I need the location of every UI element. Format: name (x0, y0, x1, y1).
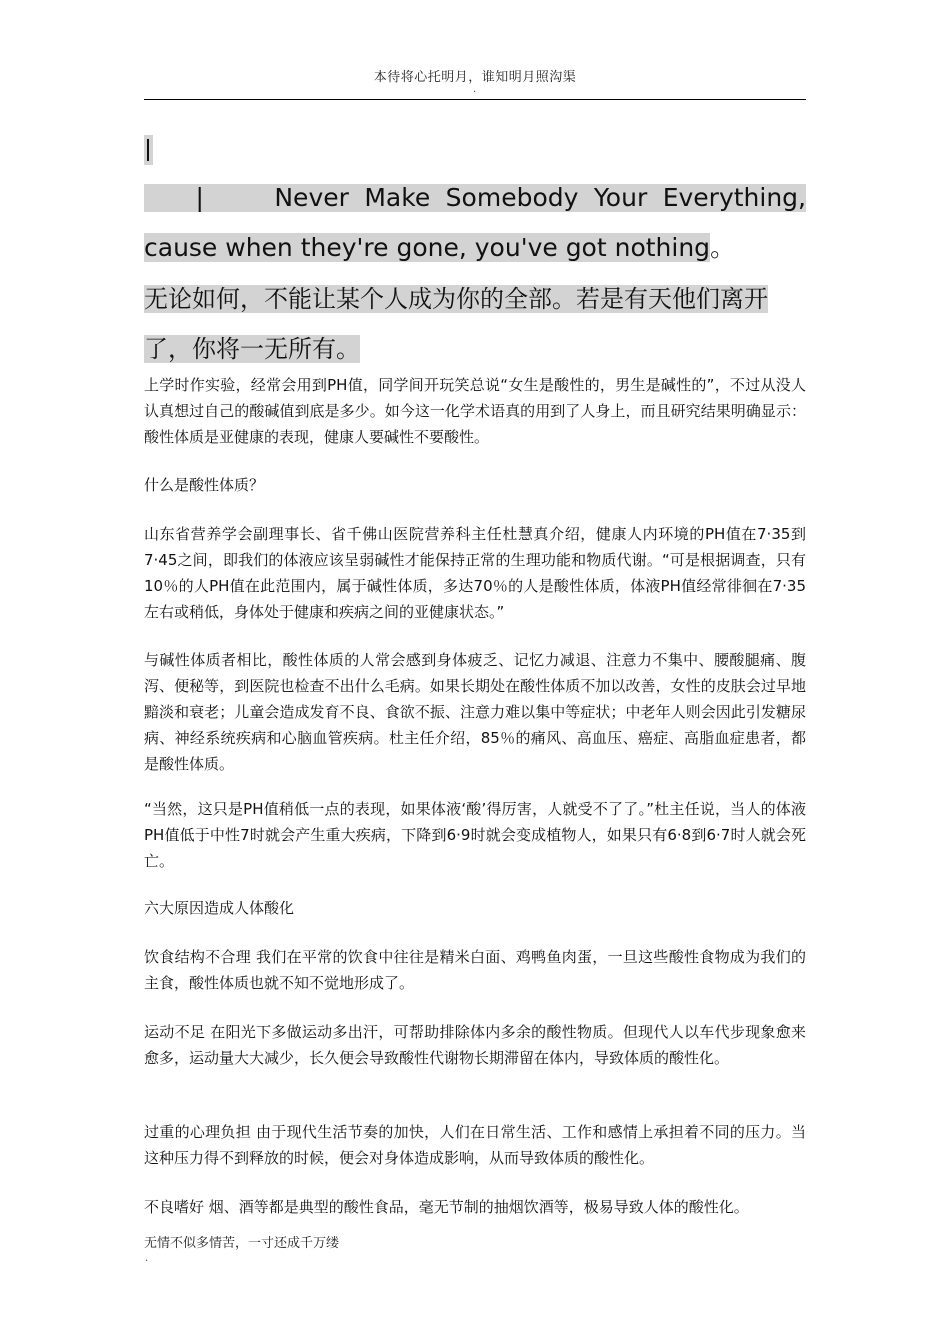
heading-six-causes: 六大原因造成人体酸化 (144, 899, 295, 917)
paragraph-symptoms: 与碱性体质者相比，酸性体质的人常会感到身体疲乏、记忆力减退、注意力不集中、腰酸腿痛、腹泻、便秘等，到医院也检查不出什么毛病。如果长期处在酸性体质不加以改善，女性的皮肤会过早地黯淡和衰老；儿童会造成发育不良、食欲不振、注意力难以集中等症状；中老年人则会因此引发糖尿病、神经系统疾病和心脑血管疾病。杜主任介绍，85％的痛风、高血压、癌症、高脂血症患者，都是酸性体质。 (144, 651, 806, 773)
header-dot: . (473, 84, 477, 95)
quote-en-line1 (144, 184, 806, 212)
quote-word: Never (274, 183, 349, 212)
paragraph-diet: 饮食结构不合理 我们在平常的饮食中往往是精米白面、鸡鸭鱼肉蛋，一旦这些酸性食物成为我们的主食，酸性体质也就不知不觉地形成了。 (144, 948, 806, 992)
footer-dot: . (145, 1253, 149, 1264)
quote-cn-line1: 无论如何，不能让某个人成为你的全部。若是有天他们离开 (144, 285, 768, 313)
quote-cn-line2: 了，你将一无所有。 (144, 335, 360, 363)
paragraph-habits: 不良嗜好 烟、酒等都是典型的酸性食品，毫无节制的抽烟饮酒等，极易导致人体的酸性化。 (144, 1198, 749, 1216)
paragraph-ph-levels: “当然，这只是PH值稍低一点的表现，如果体液‘酸’得厉害，人就受不了了。”杜主任说，当人的体液PH值低于中性7时就会产生重大疾病，下降到6·9时就会变成植物人，如果只有6·8到6·7时人就会死亡。 (144, 800, 806, 870)
quote-en-line2-tail: 。 (710, 233, 736, 262)
quote-word: Make (364, 183, 431, 212)
heading-what-is-acidic: 什么是酸性体质？ (144, 476, 265, 494)
quote-word: Somebody (445, 183, 579, 212)
paragraph-expert: 山东省营养学会副理事长、省千佛山医院营养科主任杜慧真介绍，健康人内环境的PH值在7·35到7·45之间，即我们的体液应该呈弱碱性才能保持正常的生理功能和物质代谢。“可是根据调查，只有10％的人PH值在此范围内，属于碱性体质，多达70％的人是酸性体质，体液PH值经常徘徊在7·35左右或稍低，身体处于健康和疾病之间的亚健康状态。” (144, 525, 806, 621)
quote-en-line2 (144, 234, 806, 262)
header-text: 本待将心托明月，谁知明月照沟渠 (373, 70, 577, 85)
quote-en-line2-text: cause when they're gone, you've got nothing (144, 233, 711, 262)
text-cursor (144, 135, 153, 165)
header-rule (144, 99, 806, 100)
quote-word: Your (593, 183, 648, 212)
quote-pipe: | (195, 183, 204, 212)
footer-text: 无情不似多情苦，一寸还成千万缕 (144, 1236, 340, 1251)
paragraph-stress: 过重的心理负担 由于现代生活节奏的加快，人们在日常生活、工作和感情上承担着不同的压力。当这种压力得不到释放的时候，便会对身体造成影响，从而导致体质的酸性化。 (144, 1123, 806, 1167)
paragraph-intro: 上学时作实验，经常会用到PH值，同学间开玩笑总说“女生是酸性的，男生是碱性的”，不过从没人认真想过自己的酸碱值到底是多少。如今这一化学术语真的用到了人身上，而且研究结果明确显示：酸性体质是亚健康的表现，健康人要碱性不要酸性。 (144, 376, 806, 446)
paragraph-exercise: 运动不足 在阳光下多做运动多出汗，可帮助排除体内多余的酸性物质。但现代人以车代步现象愈来愈多，运动量大大减少，长久便会导致酸性代谢物长期滞留在体内，导致体质的酸性化。 (144, 1023, 806, 1067)
quote-word: Everything, (662, 183, 806, 212)
